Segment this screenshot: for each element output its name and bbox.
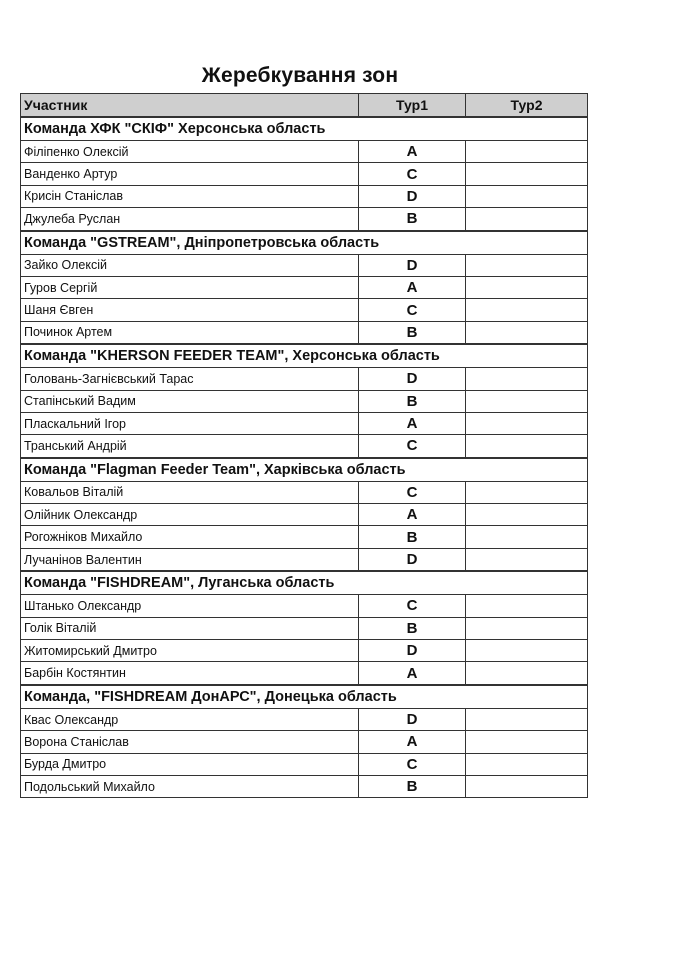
participant-name: Філіпенко Олексій xyxy=(21,141,359,163)
table-row xyxy=(21,299,588,321)
table-row xyxy=(21,617,588,639)
column-header-participant: Участник xyxy=(21,94,359,118)
tour1-zone: A xyxy=(359,662,466,685)
table-row xyxy=(21,640,588,662)
tour1-zone: D xyxy=(359,708,466,730)
tour2-zone xyxy=(466,481,588,503)
participant-name: Транський Андрій xyxy=(21,435,359,458)
tour2-zone xyxy=(466,775,588,797)
tour2-zone xyxy=(466,276,588,298)
team-row xyxy=(21,571,588,595)
tour2-zone xyxy=(466,208,588,231)
table-row xyxy=(21,708,588,730)
tour1-zone: B xyxy=(359,526,466,548)
tour1-zone: B xyxy=(359,617,466,639)
tour2-zone xyxy=(466,185,588,207)
team-row xyxy=(21,344,588,368)
tour1-zone: A xyxy=(359,141,466,163)
table-row xyxy=(21,526,588,548)
team-name: Команда "GSTREAM", Дніпропетровська область xyxy=(21,231,588,255)
participant-name: Пласкальний Ігор xyxy=(21,412,359,434)
participant-name: Стапінський Вадим xyxy=(21,390,359,412)
table-row xyxy=(21,368,588,390)
tour2-zone xyxy=(466,662,588,685)
team-name: Команда "KHERSON FEEDER TEAM", Херсонська область xyxy=(21,344,588,368)
table-row xyxy=(21,412,588,434)
table-row xyxy=(21,321,588,344)
zone-draw-table xyxy=(20,93,588,798)
participant-name: Крисін Станіслав xyxy=(21,185,359,207)
tour1-zone: C xyxy=(359,163,466,185)
participant-name: Бурда Дмитро xyxy=(21,753,359,775)
table-row xyxy=(21,595,588,617)
tour1-zone: B xyxy=(359,775,466,797)
tour1-zone: C xyxy=(359,753,466,775)
tour2-zone xyxy=(466,254,588,276)
tour2-zone xyxy=(466,141,588,163)
tour2-zone xyxy=(466,640,588,662)
table-row xyxy=(21,141,588,163)
tour1-zone: B xyxy=(359,208,466,231)
table-row xyxy=(21,662,588,685)
team-name: Команда "FISHDREAM", Луганська область xyxy=(21,571,588,595)
tour1-zone: D xyxy=(359,640,466,662)
tour2-zone xyxy=(466,163,588,185)
team-name: Команда, "FISHDREAM ДонАРС", Донецька область xyxy=(21,685,588,709)
participant-name: Квас Олександр xyxy=(21,708,359,730)
participant-name: Гуров Сергій xyxy=(21,276,359,298)
participant-name: Ванденко Артур xyxy=(21,163,359,185)
tour2-zone xyxy=(466,708,588,730)
tour2-zone xyxy=(466,504,588,526)
tour2-zone xyxy=(466,412,588,434)
table-row xyxy=(21,504,588,526)
tour2-zone xyxy=(466,595,588,617)
team-name: Команда "Flagman Feeder Team", Харківська область xyxy=(21,458,588,482)
tour1-zone: B xyxy=(359,390,466,412)
tour1-zone: C xyxy=(359,435,466,458)
participant-name: Житомирський Дмитро xyxy=(21,640,359,662)
table-row xyxy=(21,163,588,185)
participant-name: Зайко Олексій xyxy=(21,254,359,276)
table-row xyxy=(21,390,588,412)
table-row xyxy=(21,481,588,503)
table-row xyxy=(21,185,588,207)
participant-name: Олійник Олександр xyxy=(21,504,359,526)
column-header-tour1: Тур1 xyxy=(359,94,466,118)
participant-name: Ковальов Віталій xyxy=(21,481,359,503)
tour1-zone: D xyxy=(359,548,466,571)
participant-name: Голік Віталій xyxy=(21,617,359,639)
participant-name: Ворона Станіслав xyxy=(21,731,359,753)
team-row xyxy=(21,231,588,255)
tour2-zone xyxy=(466,390,588,412)
participant-name: Барбін Костянтин xyxy=(21,662,359,685)
participant-name: Лучанінов Валентин xyxy=(21,548,359,571)
participant-name: Шаня Євген xyxy=(21,299,359,321)
participant-name: Джулеба Руслан xyxy=(21,208,359,231)
tour1-zone: A xyxy=(359,412,466,434)
table-row xyxy=(21,753,588,775)
table-row xyxy=(21,731,588,753)
tour2-zone xyxy=(466,321,588,344)
tour2-zone xyxy=(466,731,588,753)
team-row xyxy=(21,117,588,141)
page-title: Жеребкування зон xyxy=(201,64,399,87)
table-header-row xyxy=(21,94,588,118)
tour1-zone: A xyxy=(359,276,466,298)
tour2-zone xyxy=(466,617,588,639)
tour2-zone xyxy=(466,753,588,775)
team-row xyxy=(21,685,588,709)
table-row xyxy=(21,276,588,298)
team-name: Команда ХФК "СКІФ" Херсонська область xyxy=(21,117,588,141)
tour2-zone xyxy=(466,435,588,458)
table-row xyxy=(21,435,588,458)
tour2-zone xyxy=(466,526,588,548)
table-row xyxy=(21,548,588,571)
tour1-zone: D xyxy=(359,368,466,390)
tour1-zone: C xyxy=(359,595,466,617)
participant-name: Штанько Олександр xyxy=(21,595,359,617)
tour2-zone xyxy=(466,299,588,321)
tour2-zone xyxy=(466,368,588,390)
table-row xyxy=(21,208,588,231)
participant-name: Починок Артем xyxy=(21,321,359,344)
tour1-zone: D xyxy=(359,254,466,276)
participant-name: Подольський Михайло xyxy=(21,775,359,797)
tour1-zone: D xyxy=(359,185,466,207)
tour1-zone: B xyxy=(359,321,466,344)
tour1-zone: A xyxy=(359,504,466,526)
tour1-zone: A xyxy=(359,731,466,753)
table-row xyxy=(21,775,588,797)
participant-name: Головань-Загнієвський Тарас xyxy=(21,368,359,390)
table-body xyxy=(21,117,588,798)
tour1-zone: C xyxy=(359,481,466,503)
tour1-zone: C xyxy=(359,299,466,321)
tour2-zone xyxy=(466,548,588,571)
table-row xyxy=(21,254,588,276)
participant-name: Рогожніков Михайло xyxy=(21,526,359,548)
column-header-tour2: Тур2 xyxy=(466,94,588,118)
team-row xyxy=(21,458,588,482)
